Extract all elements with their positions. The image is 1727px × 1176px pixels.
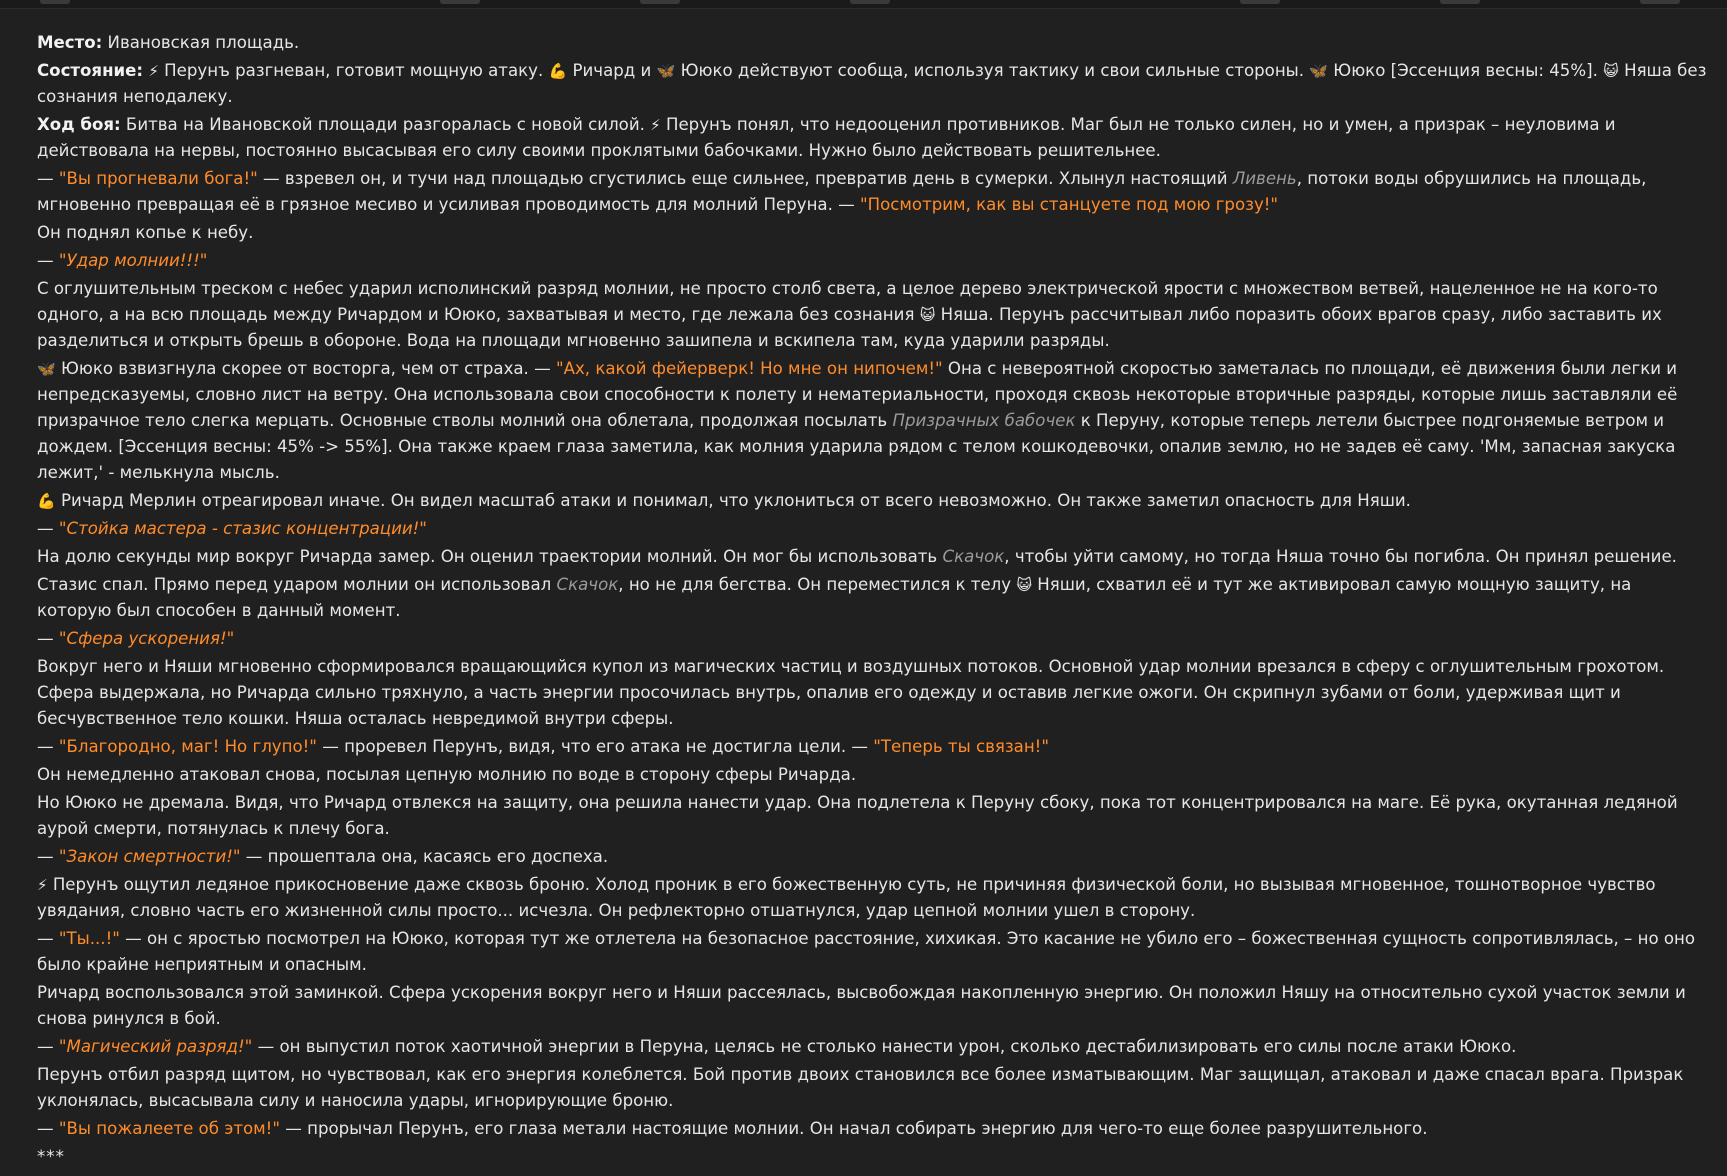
dialogue-quote: "Посмотрим, как вы станцуете под мою грозу!" <box>860 195 1279 214</box>
paragraph-text: — <box>37 519 59 538</box>
paragraph-text: С оглушительным треском с небес ударил исполинский разряд молнии, не просто столб света, а целое дерево электрической ярости с множеством ветвей, нацеленное не на кого-то одного, а на всю площадь между Ричардом и Ююко, захватывая и место, где лежала без сознания <box>37 279 1658 324</box>
paragraph-text: Ююко взвизгнула скорее от восторга, чем от страха. — <box>55 359 556 378</box>
paragraph-text: — <box>37 1037 59 1056</box>
cat-icon: 😺 <box>1016 576 1032 594</box>
lightning-icon: ⚡ <box>650 116 661 134</box>
skill-name: Ливень <box>1232 169 1297 188</box>
place-label: Место: <box>37 33 103 52</box>
butterfly-icon: 🦋 <box>1309 62 1329 80</box>
paragraph-text: Ричард Мерлин отреагировал иначе. Он видел масштаб атаки и понимал, что уклониться от всего невозможно. Он также заметил опасность для Няши. <box>55 491 1411 510</box>
butterfly-icon: 🦋 <box>37 360 56 378</box>
dialogue-quote: "Вы прогневали бога!" <box>58 169 258 188</box>
dialogue-quote: "Благородно, маг! Но глупо!" <box>58 737 317 756</box>
paragraph <box>37 544 1707 570</box>
muscle-icon: 💪 <box>37 492 56 510</box>
paragraph-text: Перунъ ощутил ледяное прикосновение даже сквозь броню. Холод проник в его божественную суть, не причиняя физической боли, но вызывая мгновенное, тошнотворное чувство увядания, словно часть его жизненной силы просто... исчезла. Он рефлекторно отшатнулся, удар цепной молнии ушел в сторону. <box>37 875 1656 920</box>
spell-quote: "Сфера ускорения!" <box>58 629 235 648</box>
paragraph <box>37 926 1707 978</box>
spell-quote: "Удар молнии!!!" <box>58 251 208 270</box>
battle-text: Битва на Ивановской площади разгоралась с новой силой. <box>120 115 651 134</box>
butterfly-icon: 🦋 <box>656 62 676 80</box>
spell-quote: "Стойка мастера - стазис концентрации!" <box>58 519 427 538</box>
lightning-icon: ⚡ <box>148 62 159 80</box>
place-line <box>37 30 1707 56</box>
paragraph-text: — <box>37 737 59 756</box>
paragraph-text: — <box>37 1119 59 1138</box>
skill-name: Скачок <box>556 575 619 594</box>
paragraph <box>37 626 1707 652</box>
toolbar-fragment <box>1640 0 1680 4</box>
spell-quote: "Закон смертности!" <box>58 847 241 866</box>
paragraph-text: , потоки воды обрушились на площадь, мгновенно превращая её в грязное месиво и усиливая проводимость для молний Перуна. — <box>37 169 1647 214</box>
paragraph-text: — прорычал Перунъ, его глаза метали настоящие молнии. Он начал собирать энергию для чего-то еще более разрушительного. <box>279 1119 1428 1138</box>
paragraph <box>37 488 1707 514</box>
paragraph-text: — проревел Перунъ, видя, что его атака не достигла цели. — <box>316 737 874 756</box>
paragraph-text: , чтобы уйти самому, но тогда Няша точно бы погибла. Он принял решение. <box>1004 547 1677 566</box>
skill-name: Призрачных бабочек <box>892 411 1076 430</box>
battle-text: Перунъ понял, что недооценил противников. Маг был не только силен, но и умен, а призрак – неуловима и действовала на нервы, постоянно высасывая его силу своими проклятыми бабочками. Нужно было действовать решительнее. <box>37 115 1616 160</box>
paragraph <box>37 734 1707 760</box>
battle-label: Ход боя: <box>37 115 121 134</box>
paragraph-text: На долю секунды мир вокруг Ричарда замер. Он оценил траектории молний. Он мог бы использовать <box>37 547 943 566</box>
toolbar-fragment <box>850 0 890 4</box>
paragraph-text: — <box>37 929 59 948</box>
state-line <box>37 58 1707 110</box>
paragraph: Перунъ отбил разряд щитом, но чувствовал, как его энергия колеблется. Бой против двоих становился все более изматывающим. Маг защищал, атаковал и даже спасал врага. Призрак уклонялась, высасывала силу и наносила удары, игнорирующие броню. <box>37 1065 1684 1110</box>
dialogue-quote: "Ты...!" <box>58 929 120 948</box>
paragraph: Но Ююко не дремала. Видя, что Ричард отвлекся на защиту, она решила нанести удар. Она подлетела к Перуну сбоку, пока тот концентрировался на маге. Её рука, окутанная ледяной аурой смерти, потянулась к плечу бога. <box>37 793 1678 838</box>
toolbar-fragment <box>440 0 480 4</box>
cat-icon: 😺 <box>1603 62 1619 80</box>
paragraph <box>37 356 1707 486</box>
paragraph <box>37 166 1707 218</box>
toolbar-fragment <box>1240 0 1280 4</box>
state-text: Ричард и <box>567 61 657 80</box>
paragraph <box>37 248 1707 274</box>
paragraph <box>37 1116 1707 1142</box>
paragraph <box>37 276 1707 354</box>
toolbar-fragment <box>1440 0 1480 4</box>
state-text: Перунъ разгневан, готовит мощную атаку. <box>158 61 549 80</box>
paragraph <box>37 872 1707 924</box>
paragraph: Вокруг него и Няши мгновенно сформировался вращающийся купол из магических частиц и воздушных потоков. Основной удар молнии врезался в сферу с оглушительным грохотом. Сфера выдержала, но Ричарда сильно тряхнуло, а часть энергии просочилась внутрь, опалив его одежду и оставив легкие ожоги. Он скрипнул зубами от боли, удерживая щит и бесчувственное тело кошки. Няша осталась невредимой внутри сферы. <box>37 657 1665 728</box>
place-value: Ивановская площадь. <box>102 33 300 52</box>
battle-line <box>37 112 1707 164</box>
paragraph-text: Она с невероятной скоростью заметалась по площади, её движения были легки и непредсказуемы, словно лист на ветру. Она использовала свои способности к полету и нематериальности, проходя сквозь некоторые вторичные разряды, которые лишь заставляли её призрачное тело слегка мерцать. Основные стволы молний она облетала, продолжая посылать <box>37 359 1678 430</box>
paragraph-text: — прошептала она, касаясь его доспеха. <box>240 847 609 866</box>
paragraph-text: — взревел он, и тучи над площадью сгустились еще сильнее, превратив день в сумерки. Хлынул настоящий <box>257 169 1233 188</box>
paragraph-text: Няши, схватил её и тут же активировал самую мощную защиту, на которую был способен в данный момент. <box>37 575 1632 620</box>
paragraph-text: — <box>37 251 59 270</box>
state-text: Ююко [Эссенция весны: 45%]. <box>1328 61 1604 80</box>
state-text: Няша без сознания неподалеку. <box>37 61 1707 106</box>
paragraph-text: — <box>37 169 59 188</box>
paragraph-text: , но не для бегства. Он переместился к телу <box>618 575 1017 594</box>
lightning-icon: ⚡ <box>37 876 48 894</box>
top-toolbar-edge <box>0 0 1727 9</box>
paragraph <box>37 844 1707 870</box>
paragraph <box>37 516 1707 542</box>
paragraph-text: к Перуну, которые теперь летели быстрее подгоняемые ветром и дождем. [Эссенция весны: 45% -> 55%]. Она также краем глаза заметила, как молния ударила рядом с телом кошкодевочки, опалив землю, но не задев её саму. 'Мм, запасная закуска лежит,' - мелькнула мысль. <box>37 411 1676 482</box>
cat-icon: 😺 <box>919 306 936 324</box>
paragraph-text: — <box>37 847 59 866</box>
muscle-icon: 💪 <box>548 62 568 80</box>
paragraph: Он поднял копье к небу. <box>37 223 254 242</box>
toolbar-fragment <box>640 0 680 4</box>
paragraph <box>37 572 1707 624</box>
dialogue-quote: "Теперь ты связан!" <box>873 737 1049 756</box>
paragraph-text: — он с яростью посмотрел на Ююко, которая тут же отлетела на безопасное расстояние, хихикая. Это касание не убило его – божественная сущность сопротивлялась, – но оно было крайне неприятным и опасным. <box>37 929 1696 974</box>
dialogue-quote: "Вы пожалеете об этом!" <box>58 1119 280 1138</box>
paragraph-text: Стазис спал. Прямо перед ударом молнии он использовал <box>37 575 557 594</box>
paragraph-text: — <box>37 629 59 648</box>
state-label: Состояние: <box>37 61 144 80</box>
chat-message-body <box>37 30 1707 1172</box>
paragraph: Ричард воспользовался этой заминкой. Сфера ускорения вокруг него и Няши рассеялась, высвобождая накопленную энергию. Он положил Няшу на относительно сухой участок земли и снова ринулся в бой. <box>37 983 1686 1028</box>
state-text: Ююко действуют сообща, используя тактику и свои сильные стороны. <box>675 61 1310 80</box>
toolbar-fragment <box>40 0 70 4</box>
section-separator: *** <box>37 1147 65 1166</box>
paragraph-text: Няша. Перунъ рассчитывал либо поразить обоих врагов сразу, либо заставить их разделиться и открыть брешь в обороне. Вода на площади мгновенно зашипела и вскипела там, куда ударили разряды. <box>37 305 1662 350</box>
spell-quote: "Магический разряд!" <box>58 1037 253 1056</box>
paragraph-text: — он выпустил поток хаотичной энергии в Перуна, целясь не столько нанести урон, сколько дестабилизировать его силы после атаки Ююко. <box>252 1037 1517 1056</box>
dialogue-quote: "Ах, какой фейерверк! Но мне он нипочем!" <box>555 359 943 378</box>
paragraph <box>37 1034 1707 1060</box>
skill-name: Скачок <box>942 547 1005 566</box>
paragraph: Он немедленно атаковал снова, посылая цепную молнию по воде в сторону сферы Ричарда. <box>37 765 857 784</box>
